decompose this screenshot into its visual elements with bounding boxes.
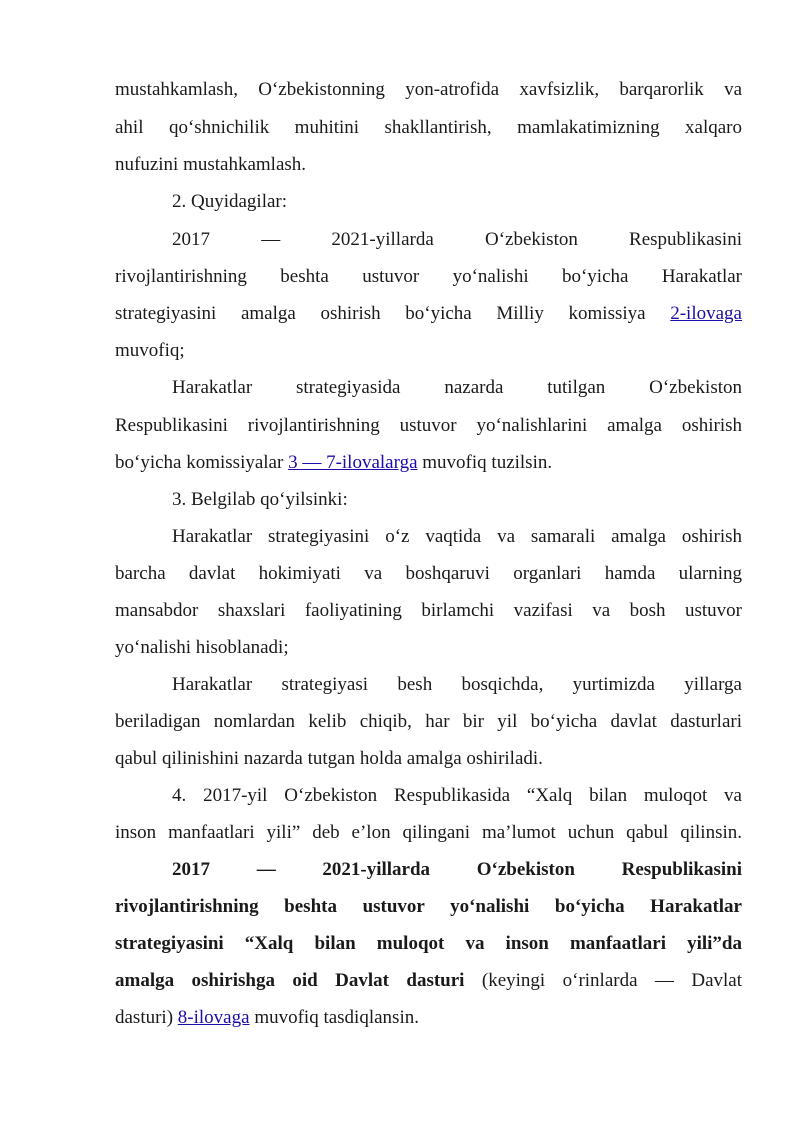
p9-line-2: rivojlantirishning beshta ustuvor yo‘nalishi bo‘yicha Harakatlar	[115, 896, 742, 917]
p7-line-2: beriladigan nomlardan kelib chiqib, har bir yil bo‘yicha davlat dasturlari	[115, 711, 742, 732]
p4-line-3-tail: muvofiq tuzilsin.	[417, 452, 553, 473]
p9-line-4-tail: (keyingi o‘rinlarda — Davlat	[464, 970, 743, 991]
p8-line-1: 4. 2017-yil O‘zbekiston Respublikasida “Xalq bilan muloqot va	[172, 785, 742, 806]
ilova-3-7-link[interactable]: 3 — 7-ilovalarga	[288, 452, 418, 473]
p4-line-3	[115, 451, 742, 475]
p6-line-4: yo‘nalishi hisoblanadi;	[115, 637, 289, 658]
p6-line-1: Harakatlar strategiyasini o‘z vaqtida va samarali amalga oshirish	[172, 526, 742, 547]
p3-line-3	[115, 302, 742, 326]
p8-line-2: inson manfaatlari yili” deb e’lon qilingani ma’lumot uchun qabul qilinsin.	[115, 822, 742, 843]
p9-line-5-tail: muvofiq tasdiqlansin.	[249, 1007, 419, 1028]
p7-line-1: Harakatlar strategiyasi besh bosqichda, yurtimizda yillarga	[172, 674, 742, 695]
p6-line-2: barcha davlat hokimiyati va boshqaruvi organlari hamda ularning	[115, 563, 742, 584]
p9-line-5-text: dasturi)	[115, 1007, 178, 1028]
ilova-2-link[interactable]: 2-ilovaga	[670, 303, 742, 324]
p6-line-3: mansabdor shaxslari faoliyatining birlamchi vazifasi va bosh ustuvor	[115, 600, 742, 621]
p9-line-1: 2017 — 2021-yillarda O‘zbekiston Respublikasini	[172, 859, 742, 880]
p9-line-3: strategiyasini “Xalq bilan muloqot va inson manfaatlari yili”da	[115, 933, 742, 954]
p4-line-2: Respublikasini rivojlantirishning ustuvor yo‘nalishlarini amalga oshirish	[115, 415, 742, 436]
ilova-8-link[interactable]: 8-ilovaga	[177, 1007, 250, 1028]
p4-line-1: Harakatlar strategiyasida nazarda tutilgan O‘zbekiston	[172, 377, 742, 398]
p3-line-2: rivojlantirishning beshta ustuvor yo‘nalishi bo‘yicha Harakatlar	[115, 266, 742, 287]
p5-heading: 3. Belgilab qo‘yilsinki:	[172, 489, 348, 510]
p9-line-4-bold: amalga oshirishga oid Davlat dasturi	[115, 970, 465, 991]
p4-line-3-text: bo‘yicha komissiyalar	[115, 452, 289, 473]
p9-line-4	[115, 969, 742, 993]
p9-line-5	[115, 1006, 742, 1030]
p1-line-1: mustahkamlash, O‘zbekistonning yon-atrofida xavfsizlik, barqarorlik va	[115, 79, 742, 100]
p1-line-3: nufuzini mustahkamlash.	[115, 154, 307, 175]
p1-line-2: ahil qo‘shnichilik muhitini shakllantirish, mamlakatimizning xalqaro	[115, 117, 742, 138]
p2-heading: 2. Quyidagilar:	[172, 191, 288, 212]
p3-line-1: 2017 — 2021-yillarda O‘zbekiston Respublikasini	[172, 229, 742, 250]
p7-line-3: qabul qilinishini nazarda tutgan holda amalga oshiriladi.	[115, 748, 543, 769]
p3-line-4: muvofiq;	[115, 340, 185, 361]
p3-line-3-text: strategiyasini amalga oshirish bo‘yicha Milliy komissiya	[115, 303, 671, 324]
